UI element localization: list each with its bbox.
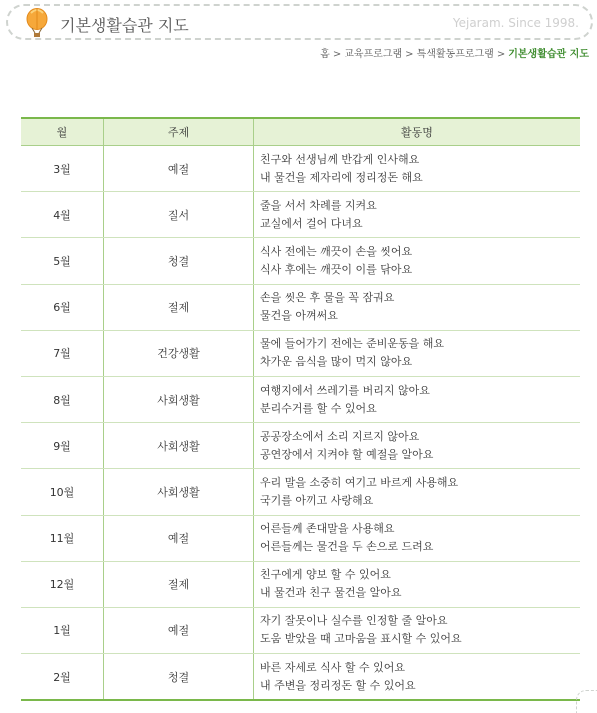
month-cell: 5월	[21, 238, 104, 284]
topic-cell: 청결	[104, 654, 254, 701]
activity-cell	[254, 469, 581, 515]
activity-line: 바른 자세로 식사 할 수 있어요	[260, 660, 405, 674]
activity-line: 교실에서 걸어 다녀요	[260, 216, 363, 230]
breadcrumb-separator: >	[332, 49, 342, 60]
topic-cell: 건강생활	[104, 330, 254, 376]
table-row	[21, 654, 580, 701]
topic-cell: 청결	[104, 238, 254, 284]
table-row	[21, 376, 580, 422]
column-header-topic: 주제	[104, 118, 254, 146]
table-row	[21, 238, 580, 284]
month-cell: 12월	[21, 561, 104, 607]
hot-air-balloon-icon	[24, 8, 50, 38]
activity-table	[21, 117, 580, 701]
breadcrumb	[320, 45, 589, 60]
column-header-activity: 활동명	[254, 118, 581, 146]
page-header	[6, 4, 593, 40]
topic-cell: 예절	[104, 515, 254, 561]
topic-cell: 예절	[104, 146, 254, 192]
table-row	[21, 423, 580, 469]
activity-cell	[254, 376, 581, 422]
activity-line: 친구에게 양보 할 수 있어요	[260, 568, 391, 582]
activity-line: 자기 잘못이나 실수를 인정할 줄 알아요	[260, 614, 448, 628]
activity-line: 내 주변을 정리정돈 할 수 있어요	[260, 678, 416, 692]
activity-line: 국기를 아끼고 사랑해요	[260, 493, 374, 507]
table-row	[21, 330, 580, 376]
activity-cell	[254, 330, 581, 376]
month-cell: 3월	[21, 146, 104, 192]
breadcrumb-separator: >	[496, 49, 506, 60]
activity-line: 공연장에서 지켜야 할 예절을 알아요	[260, 447, 434, 461]
activity-line: 도움 받았을 때 고마움을 표시할 수 있어요	[260, 632, 462, 646]
activity-line: 줄을 서서 차례를 지켜요	[260, 198, 377, 212]
topic-cell: 사회생활	[104, 376, 254, 422]
breadcrumb-current: 기본생활습관 지도	[508, 49, 589, 60]
breadcrumb-education-program[interactable]: 교육프로그램	[344, 49, 403, 60]
activity-cell	[254, 561, 581, 607]
activity-line: 친구와 선생님께 반갑게 인사해요	[260, 152, 420, 166]
table-row	[21, 192, 580, 238]
activity-line: 분리수거를 할 수 있어요	[260, 401, 377, 415]
activity-line: 손을 씻은 후 물을 꼭 잠궈요	[260, 291, 395, 305]
activity-line: 공공장소에서 소리 지르지 않아요	[260, 429, 420, 443]
table-row	[21, 146, 580, 192]
activity-cell	[254, 515, 581, 561]
table-row	[21, 284, 580, 330]
activity-cell	[254, 192, 581, 238]
activity-cell	[254, 238, 581, 284]
topic-cell: 사회생활	[104, 469, 254, 515]
table-row	[21, 561, 580, 607]
month-cell: 10월	[21, 469, 104, 515]
activity-line: 어른들께 존대말을 사용해요	[260, 522, 395, 536]
month-cell: 11월	[21, 515, 104, 561]
activity-line: 식사 후에는 깨끗이 이를 닦아요	[260, 262, 413, 276]
page-title: 기본생활습관 지도	[60, 16, 189, 35]
activity-line: 내 물건을 제자리에 정리정돈 해요	[260, 170, 423, 184]
topic-cell: 예절	[104, 607, 254, 653]
activity-line: 물건을 아껴써요	[260, 309, 338, 323]
breadcrumb-special-activity-program[interactable]: 특색활동프로그램	[416, 49, 494, 60]
activity-line: 물에 들어가기 전에는 준비운동을 해요	[260, 337, 445, 351]
breadcrumb-separator: >	[405, 49, 414, 60]
table-header-row	[21, 118, 580, 146]
column-header-month: 월	[21, 118, 104, 146]
month-cell: 8월	[21, 376, 104, 422]
table-row	[21, 515, 580, 561]
topic-cell: 절제	[104, 561, 254, 607]
month-cell: 1월	[21, 607, 104, 653]
breadcrumb-home[interactable]: 홈	[320, 49, 330, 60]
activity-cell	[254, 607, 581, 653]
activity-line: 내 물건과 친구 물건을 알아요	[260, 586, 402, 600]
activity-line: 우리 말을 소중히 여기고 바르게 사용해요	[260, 475, 459, 489]
month-cell: 6월	[21, 284, 104, 330]
decorative-border	[576, 690, 597, 713]
month-cell: 4월	[21, 192, 104, 238]
month-cell: 2월	[21, 654, 104, 701]
month-cell: 9월	[21, 423, 104, 469]
activity-line: 여행지에서 쓰레기를 버리지 않아요	[260, 383, 430, 397]
topic-cell: 절제	[104, 284, 254, 330]
topic-cell: 사회생활	[104, 423, 254, 469]
activity-line: 어른들께는 물건을 두 손으로 드려요	[260, 540, 434, 554]
activity-cell	[254, 654, 581, 701]
activity-line: 식사 전에는 깨끗이 손을 씻어요	[260, 244, 413, 258]
activity-cell	[254, 146, 581, 192]
topic-cell: 질서	[104, 192, 254, 238]
month-cell: 7월	[21, 330, 104, 376]
table-row	[21, 469, 580, 515]
table-row	[21, 607, 580, 653]
activity-line: 차가운 음식을 많이 먹지 않아요	[260, 355, 413, 369]
activity-cell	[254, 284, 581, 330]
activity-cell	[254, 423, 581, 469]
brand-text: Yejaram. Since 1998.	[452, 16, 579, 30]
